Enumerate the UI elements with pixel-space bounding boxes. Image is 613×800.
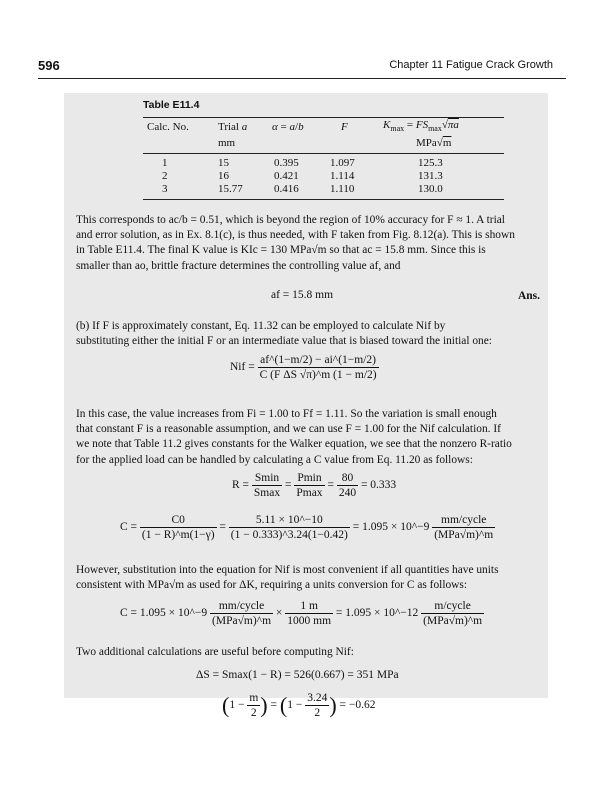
paragraph [76, 213, 541, 274]
eq-fraction [294, 472, 324, 499]
eq-fraction [258, 354, 379, 381]
equation-c: C = $\frac{C0}{(1 - R)\^{}m(1-\gamma)}$ = $\frac{5.11 \times 10\^{}-10}{(1 - 0.333)\^{}3.24(1-0.42)}$ = 1.095 × 10^−9 $\frac{\text{mm/cycle}}{\text{(MPa√m)\textasciicircum{}m}}$ [120, 514, 494, 541]
text-line: and error solution, as in Ex. 8.1(c), is thus needed, with F taken from Fig. 8.12(a). This is shown [76, 229, 515, 242]
eq-denominator: (MPa√m)^m [212, 615, 272, 627]
eq-denominator: (1 − 0.333)^3.24(1−0.42) [230, 529, 348, 541]
text-line: However, substitution into the equation for Nif is most convenient if all quantities have units [76, 564, 499, 576]
eq-fraction [421, 600, 484, 627]
equation-c-conversion [120, 600, 484, 627]
eq-fraction [210, 600, 273, 627]
eq-times: × [275, 607, 283, 620]
eq-numerator: 1 m [285, 600, 333, 614]
text-line: we note that Table 11.2 gives constants for the Walker equation, we see that the nonzero R-ratio [76, 438, 512, 451]
eq-numerator: 3.24 [307, 692, 328, 704]
eq-lhs: Nif = [230, 361, 255, 374]
eq-denominator: 1000 mm [287, 615, 332, 627]
table-cell: 0.416 [274, 183, 299, 195]
page-number: 596 [38, 58, 60, 73]
eq-result: = 1.095 × 10^−12 [335, 607, 419, 620]
eq-denominator: (MPa√m)^m [434, 529, 494, 541]
table-cell: 131.3 [418, 170, 443, 182]
eq-fraction [140, 514, 217, 541]
eq-numerator: 5.11 × 10^−10 [229, 514, 350, 528]
table-cell: 0.421 [274, 170, 299, 182]
text-line: in Table E11.4. The final K value is KIc = 130 MPa√m so that ac = 15.8 mm. Since this is [76, 244, 486, 257]
eq-lhs: C = [120, 521, 138, 534]
eq-numerator: 80 [337, 472, 358, 486]
text-line: substituting either the initial F or an intermediate value that is biased toward the initial one: [76, 335, 492, 348]
eq-result: = −0.62 [339, 699, 376, 712]
table-bottom-rule [143, 199, 504, 200]
paragraph [76, 645, 541, 660]
answer-label: Ans. [517, 290, 540, 302]
col-unit-mpa: MPa√m [416, 137, 452, 149]
table-cell: 16 [218, 170, 229, 182]
equation-af: af = 15.8 mm [271, 289, 334, 301]
eq-numerator: mm/cycle [210, 600, 273, 614]
eq-numerator: C0 [140, 514, 217, 528]
eq-fraction [247, 692, 260, 719]
eq-lhs: C = 1.095 × 10^−9 [120, 607, 208, 620]
table-caption: Table E11.4 [143, 99, 200, 111]
eq-denominator: (MPa√m)^m [423, 615, 483, 627]
eq-numerator: af^(1−m/2) − ai^(1−m/2) [258, 354, 379, 368]
table-cell: 1 [162, 157, 168, 169]
table-cell: 2 [162, 170, 168, 182]
eq-numerator: Smin [252, 472, 282, 486]
col-unit-mm: mm [218, 137, 236, 149]
col-header-calc: Calc. No. [147, 121, 189, 133]
table-cell: 0.395 [274, 157, 299, 169]
eq-fraction [305, 692, 329, 719]
table-cell: 1.097 [330, 157, 355, 169]
text-line: Two additional calculations are useful before computing Nif: [76, 646, 354, 658]
text-line: smaller than ao, brittle fracture determines the controlling value af, and [76, 259, 401, 272]
eq-fraction [285, 600, 333, 627]
eq-result: = 1.095 × 10^−9 [352, 521, 430, 534]
col-header-trial-a: Trial a [218, 121, 248, 133]
col-header-f: F [341, 121, 348, 133]
eq-fraction [337, 472, 358, 499]
table-cell: 3 [162, 183, 168, 195]
col-header-kmax: $K_{max} = FS_{max}√\pi a$ [383, 119, 459, 134]
table-cell: 130.0 [418, 183, 443, 195]
eq-fraction [229, 514, 350, 541]
equation-delta-s: ΔS = Smax(1 − R) = 526(0.667) = 351 MPa [196, 669, 399, 681]
equation-r: R = $\frac{Smin}{Smax}$ = $\frac{Pmin}{Pmax}$ = $\frac{80}{240}$ = 0.333 [232, 472, 397, 499]
eq-denominator: C (F ΔS √π)^m (1 − m/2) [259, 369, 377, 381]
table-cell: 1.110 [330, 183, 355, 195]
col-header-alpha: α = a/b [272, 121, 304, 133]
eq-denominator: Smax [253, 487, 281, 499]
paragraph [76, 563, 541, 593]
eq-fraction [252, 472, 282, 499]
equation-nif [230, 354, 379, 381]
text-line: for the applied load can be handled by calculating a C value from Eq. 11.20 as follows: [76, 453, 473, 466]
eq-numerator: mm/cycle [432, 514, 495, 528]
eq-fraction [432, 514, 495, 541]
equation-m: (1 − $\frac{m}{2}$ ) = (1 − $\frac{3.24}{2}$ ) = −0.62 [222, 692, 376, 719]
eq-denominator: (1 − R)^m(1−γ) [141, 529, 215, 541]
table-cell: 1.114 [330, 170, 355, 182]
text-line: (b) If F is approximately constant, Eq. 11.32 can be employed to calculate Nif by [76, 320, 446, 332]
table-cell: 15 [218, 157, 229, 169]
eq-numerator: Pmin [294, 472, 324, 486]
paragraph [76, 407, 541, 468]
paragraph [76, 319, 541, 349]
table-cell: 15.77 [218, 183, 243, 195]
table-top-rule [143, 117, 504, 118]
header-rule [38, 78, 566, 79]
eq-lhs: R = [232, 479, 250, 492]
text-line: that constant F is a reasonable assumption, and we can use F = 1.00 for the Nif calculation. If [76, 423, 501, 436]
table-cell: 125.3 [418, 157, 443, 169]
text-line: In this case, the value increases from Fi = 1.00 to Ff = 1.11. So the variation is small enough [76, 408, 497, 420]
text-line: consistent with MPa√m as used for ΔK, requiring a units conversion for C as follows: [76, 579, 467, 592]
eq-result: = 0.333 [360, 479, 397, 492]
eq-numerator: m [249, 692, 259, 704]
eq-denominator: 2 [314, 707, 321, 719]
text-line: This corresponds to ac/b = 0.51, which is beyond the region of 10% accuracy for F ≈ 1. A trial [76, 214, 505, 226]
eq-denominator: Pmax [296, 487, 323, 499]
chapter-title: Chapter 11 Fatigue Crack Growth [389, 59, 553, 71]
eq-denominator: 240 [338, 487, 357, 499]
eq-denominator: 2 [250, 707, 257, 719]
eq-numerator: m/cycle [421, 600, 484, 614]
table-header-rule [143, 153, 504, 154]
